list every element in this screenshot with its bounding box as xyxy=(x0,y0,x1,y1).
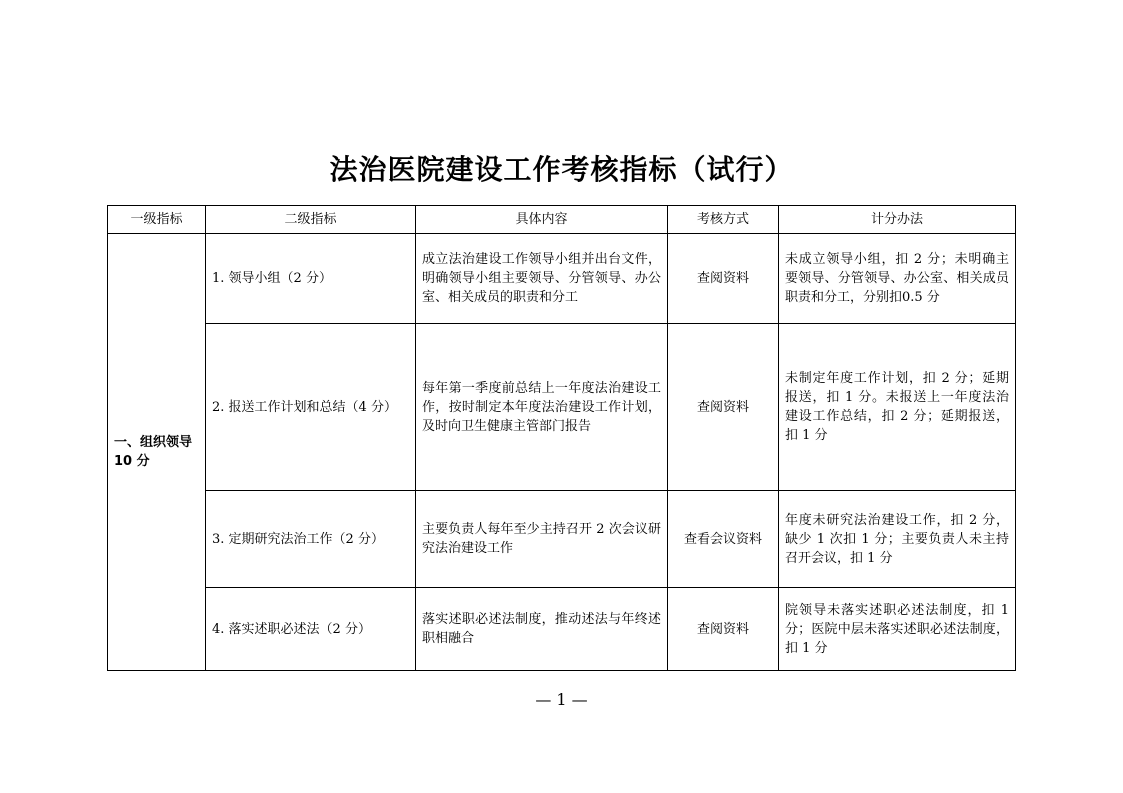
content-cell: 主要负责人每年至少主持召开 2 次会议研究法治建设工作 xyxy=(416,491,668,588)
page-number: — 1 — xyxy=(535,690,588,709)
primary-indicator-cell: 一、组织领导10 分 xyxy=(108,234,206,671)
table-row xyxy=(108,491,1016,588)
scoring-cell: 未成立领导小组，扣 2 分；未明确主要领导、分管领导、办公室、相关成员职责和分工，分别扣0.5 分 xyxy=(779,234,1016,324)
header-assessment-method: 考核方式 xyxy=(668,206,779,234)
content-cell: 每年第一季度前总结上一年度法治建设工作，按时制定本年度法治建设工作计划，及时向卫生健康主管部门报告 xyxy=(416,324,668,491)
method-cell: 查阅资料 xyxy=(668,324,779,491)
scoring-cell: 院领导未落实述职必述法制度，扣 1 分；医院中层未落实述职必述法制度，扣 1 分 xyxy=(779,588,1016,671)
table-row xyxy=(108,588,1016,671)
secondary-indicator-cell: 2. 报送工作计划和总结（4 分） xyxy=(206,324,416,491)
header-content: 具体内容 xyxy=(416,206,668,234)
document-title: 法治医院建设工作考核指标（试行） xyxy=(329,153,794,186)
scoring-cell: 未制定年度工作计划，扣 2 分；延期报送，扣 1 分。未报送上一年度法治建设工作总结，扣 2 分；延期报送，扣 1 分 xyxy=(779,324,1016,491)
secondary-indicator-cell: 4. 落实述职必述法（2 分） xyxy=(206,588,416,671)
content-cell: 成立法治建设工作领导小组并出台文件，明确领导小组主要领导、分管领导、办公室、相关成员的职责和分工 xyxy=(416,234,668,324)
scoring-cell: 年度未研究法治建设工作，扣 2 分，缺少 1 次扣 1 分；主要负责人未主持召开会议，扣 1 分 xyxy=(779,491,1016,588)
secondary-indicator-cell: 1. 领导小组（2 分） xyxy=(206,234,416,324)
header-primary-indicator: 一级指标 xyxy=(108,206,206,234)
method-cell: 查阅资料 xyxy=(668,234,779,324)
secondary-indicator-cell: 3. 定期研究法治工作（2 分） xyxy=(206,491,416,588)
content-cell: 落实述职必述法制度，推动述法与年终述职相融合 xyxy=(416,588,668,671)
header-secondary-indicator: 二级指标 xyxy=(206,206,416,234)
table-row xyxy=(108,234,1016,324)
table-header-row xyxy=(108,206,1016,234)
method-cell: 查阅资料 xyxy=(668,588,779,671)
header-scoring-method: 计分办法 xyxy=(779,206,1016,234)
table-row xyxy=(108,324,1016,491)
method-cell: 查看会议资料 xyxy=(668,491,779,588)
assessment-table xyxy=(107,205,1016,671)
